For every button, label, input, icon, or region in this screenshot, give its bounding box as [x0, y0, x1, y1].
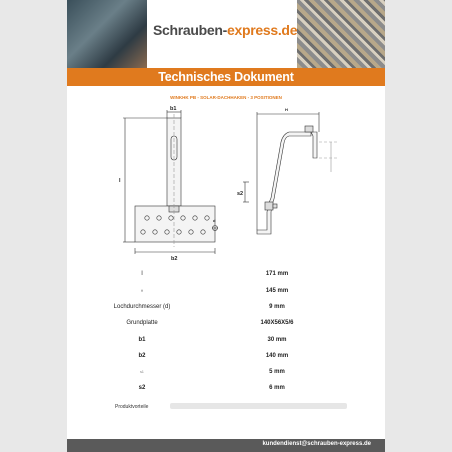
product-advantages-label: Produktvorteile: [115, 404, 149, 410]
dim-label-b2: b2: [171, 256, 178, 262]
document-page: [67, 0, 385, 452]
header-image: [67, 0, 385, 68]
spec-row-b1: b1 30 mm: [138, 337, 287, 343]
spec-row-l: l 171 mm: [141, 271, 289, 277]
spec-row-s2: s2 6 mm: [138, 385, 285, 391]
dim-label-s2: s2: [237, 191, 244, 197]
footer-email-link[interactable]: kundendienst@schrauben-express.de: [262, 441, 371, 447]
dim-label-l: l: [119, 178, 121, 184]
product-advantages-bar: [170, 403, 347, 409]
dim-label-d: d: [213, 218, 216, 223]
spec-row-base-plate: Grundplatte 140X56X5/6: [126, 320, 294, 326]
brand-logo: Schrauben-express.de: [153, 22, 298, 38]
spec-row-hole-diameter: Lochdurchmesser (d) 9 mm: [113, 304, 285, 310]
workshop-photo: [67, 0, 147, 68]
dim-label-h: H: [285, 107, 288, 112]
dim-label-b1: b1: [170, 106, 177, 112]
spec-row-s1: s1 5 mm: [140, 369, 285, 375]
page-title: Technisches Dokument: [158, 70, 294, 84]
screws-photo: [297, 0, 385, 68]
technical-drawing: [67, 102, 385, 262]
spec-row-h: H 145 mm: [140, 288, 289, 294]
product-subtitle: WINKHK PB - SOLAR-DACHHAKEN - 3 POSITIONEN: [170, 95, 282, 100]
spec-row-b2: b2 140 mm: [138, 353, 289, 359]
